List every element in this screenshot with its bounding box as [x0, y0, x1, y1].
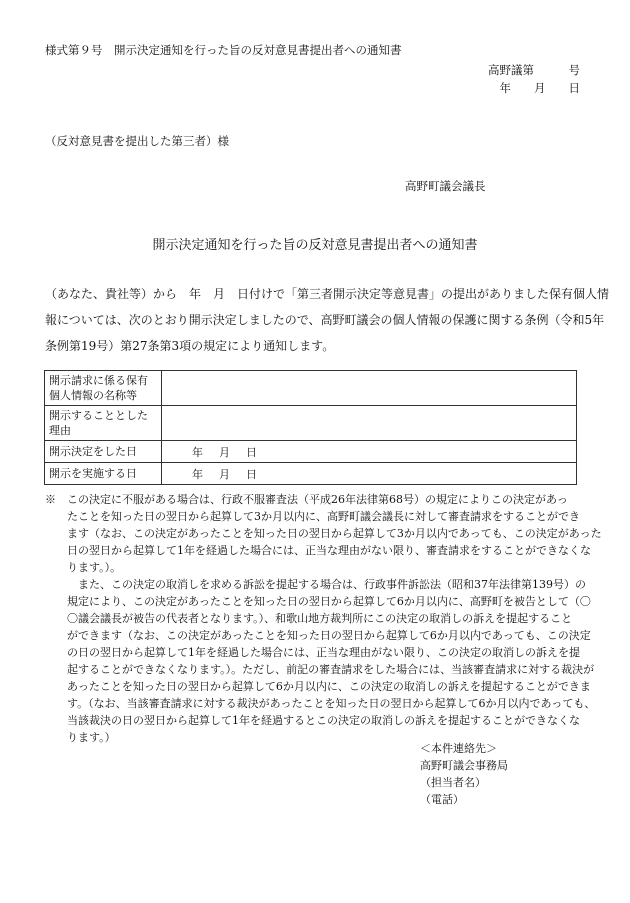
- contact-heading: ＜本件連絡先＞: [420, 742, 497, 755]
- table-row: [45, 371, 577, 406]
- contact-block: [420, 740, 508, 808]
- row-label: [45, 463, 162, 485]
- info-table: [44, 370, 577, 485]
- contact-phone: （電話）: [420, 793, 464, 806]
- note-line: 当該裁決の日の翌日から起算して1年を経過するとこの決定の取消しの訴えを提起することができなくな: [45, 714, 580, 727]
- note-line: ができます（なお、この決定があったことを知った日の翌日から起算して6か月以内であっても、この決定: [45, 629, 591, 642]
- note-line: ます（なお、この決定があったことを知った日の翌日から起算して3か月以内であっても、この決定があった: [45, 527, 602, 540]
- sender: 高野町議会議長: [405, 179, 486, 193]
- document-number: 高野議第 号: [488, 63, 580, 77]
- form-label: 様式第９号 開示決定通知を行った旨の反対意見書提出者への通知書: [45, 43, 402, 57]
- row-label: [45, 441, 162, 463]
- row-value: [162, 406, 577, 441]
- note-line: の日の翌日から起算して1年を経過した場合には、正当な理由がない限り、この決定の取消しの訴えを提: [45, 646, 580, 659]
- document-date: 年 月 日: [499, 81, 580, 95]
- table-row: [45, 441, 577, 463]
- row-label: [45, 406, 162, 441]
- label-line: 個人情報の名称等: [49, 389, 137, 402]
- label-line: 開示を実施する日: [49, 467, 137, 480]
- row-label: [45, 371, 162, 406]
- body-line: （あなた、貴社等）から 年 月 日付けで「第三者開示決定等意見書」の提出がありました保有個人情: [45, 287, 610, 301]
- contact-office: 高野町議会事務局: [420, 759, 508, 772]
- body-line: 報については、次のとおり開示決定しましたので、高野町議会の個人情報の保護に関する条例（令和5年: [45, 313, 605, 327]
- body-line: 条例第19号）第27条第3項の規定により通知します。: [45, 339, 335, 353]
- table-row: [45, 463, 577, 485]
- label-line: 理由: [49, 424, 71, 437]
- body-text: [45, 281, 610, 359]
- note-line: ります。）: [45, 731, 116, 744]
- note-line: 〇議会議長が被告の代表者となります。）、和歌山地方裁判所にこの決定の取消しの訴えを提起すること: [45, 612, 573, 625]
- document-title: 開示決定通知を行った旨の反対意見書提出者への通知書: [152, 238, 478, 253]
- contact-person: （担当者名）: [420, 776, 486, 789]
- label-line: 開示決定をした日: [49, 445, 137, 458]
- row-value: 年 月 日: [162, 463, 577, 485]
- addressee: （反対意見書を提出した第三者）様: [45, 134, 229, 148]
- row-value: 年 月 日: [162, 441, 577, 463]
- label-line: 開示することとした: [49, 409, 148, 422]
- note-line: また、この決定の取消しを求める訴訟を提起する場合は、行政事件訴訟法（昭和37年法律第139号）の: [45, 578, 586, 591]
- note-line: ※ この決定に不服がある場合は、行政不服審査法（平成26年法律第68号）の規定によりこの決定があっ: [45, 493, 568, 506]
- note-line: す。（なお、当該審査請求に対する裁決があったことを知った日の翌日から起算して6か月以内であっても、: [45, 697, 596, 710]
- note-line: あったことを知った日の翌日から起算して6か月以内に、この決定の取消しの訴えを提起することができま: [45, 680, 591, 693]
- label-line: 開示請求に係る保有: [49, 374, 148, 387]
- table-row: [45, 406, 577, 441]
- note-line: ります。）。: [45, 561, 122, 574]
- note-line: 規定により、この決定があったことを知った日の翌日から起算して6か月以内に、高野町を被告として（〇: [45, 595, 591, 608]
- note-line: たことを知った日の翌日から起算して3か月以内に、高野町議会議長に対して審査請求をすることができ: [45, 510, 580, 523]
- notes: [45, 491, 602, 746]
- note-line: 起することができなくなります。）。ただし、前記の審査請求をした場合には、当該審査請求に対する裁決が: [45, 663, 595, 676]
- row-value: [162, 371, 577, 406]
- note-line: 日の翌日から起算して1年を経過した場合には、正当な理由がない限り、審査請求をすることができなくな: [45, 544, 591, 557]
